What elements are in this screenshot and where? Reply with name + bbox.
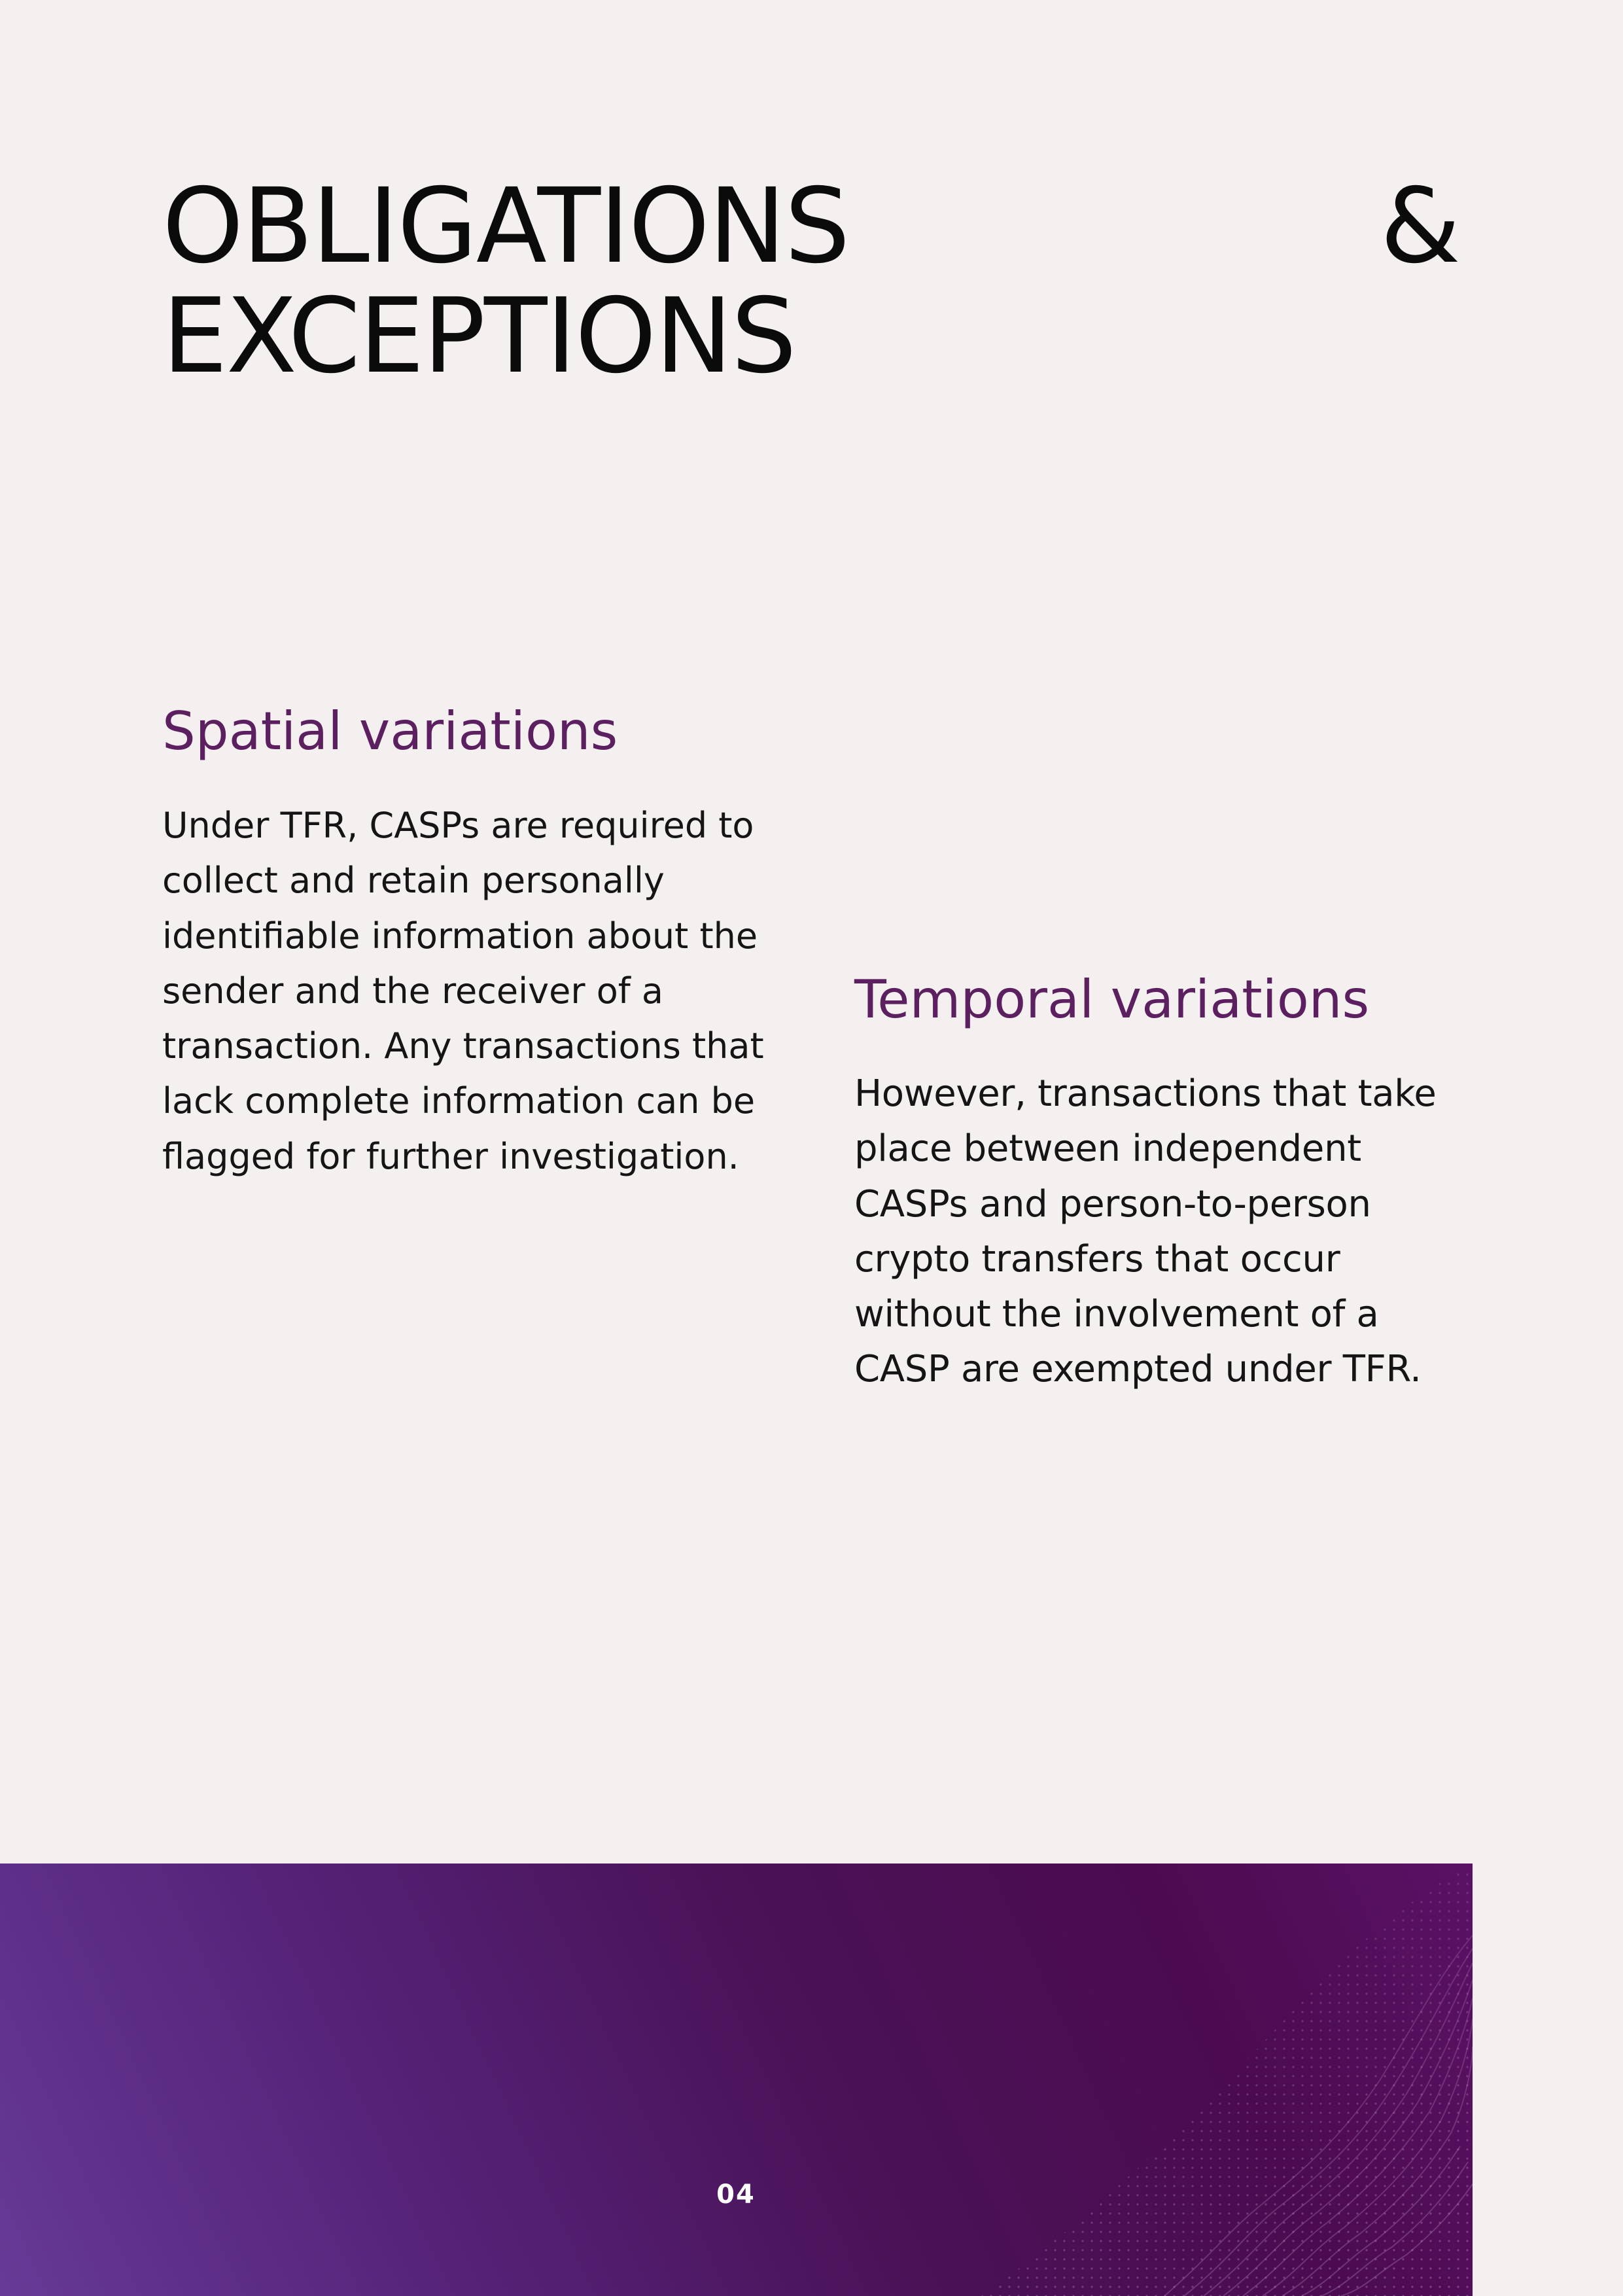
body-line: collect and retain personally <box>162 860 665 902</box>
temporal-variations-section <box>854 967 1482 1398</box>
body-line: flagged for further investigation. <box>162 1135 739 1177</box>
body-line: sender and the receiver of a <box>162 970 663 1012</box>
body-line: identifiable information about the <box>162 915 758 957</box>
wave-pattern-decoration <box>0 1863 1473 2296</box>
footer-banner <box>0 1863 1473 2296</box>
page-number: 04 <box>716 2180 756 2210</box>
body-line: lack complete information can be <box>162 1080 756 1122</box>
body-line: place between independent <box>854 1127 1361 1171</box>
body-line: However, transactions that take <box>854 1072 1437 1115</box>
spatial-variations-section <box>162 699 771 1184</box>
title-line-1: OBLIGATIONS <box>162 166 849 287</box>
body-line: Under TFR, CASPs are required to <box>162 805 754 846</box>
body-line: crypto transfers that occur <box>854 1237 1340 1280</box>
temporal-variations-body <box>854 1067 1482 1398</box>
body-line: transaction. Any transactions that <box>162 1025 764 1067</box>
spatial-variations-heading: Spatial variations <box>162 701 618 762</box>
title-ampersand: & <box>1380 166 1461 287</box>
body-line: CASPs and person-to-person <box>854 1182 1371 1226</box>
page-title <box>162 166 1461 397</box>
title-line-2: EXCEPTIONS <box>162 276 795 397</box>
body-line: without the involvement of a <box>854 1293 1379 1336</box>
body-line: CASP are exempted under TFR. <box>854 1348 1422 1391</box>
spatial-variations-body <box>162 798 771 1184</box>
temporal-variations-heading: Temporal variations <box>854 969 1370 1030</box>
